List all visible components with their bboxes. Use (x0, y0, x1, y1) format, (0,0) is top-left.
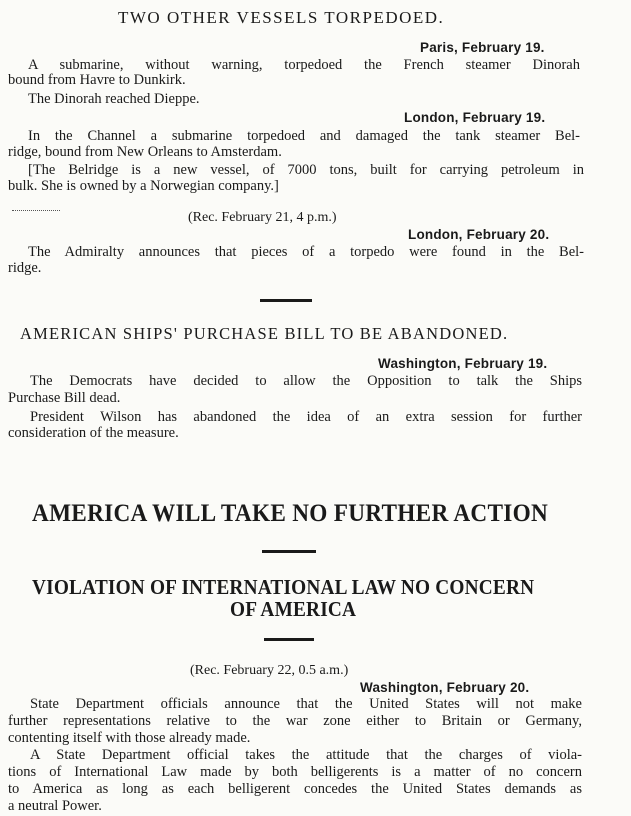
paragraph-line: to America as long as each belligerent concedes the United States demands as (8, 781, 582, 797)
paragraph-line: The Admiralty announces that pieces of a torpedo were found in the Bel- (28, 244, 584, 260)
paragraph-line: The Democrats have decided to allow the Opposition to talk the Ships (30, 373, 582, 389)
paragraph-line: further representations relative to the war zone either to Britain or Germany, (8, 713, 582, 729)
paragraph: The Dinorah reached Dieppe. (28, 91, 200, 107)
paragraph-line: ridge. (8, 260, 42, 276)
paragraph-line: a neutral Power. (8, 798, 102, 814)
paragraph-line: In the Channel a submarine torpedoed and damaged the tank steamer Bel- (28, 128, 580, 144)
headline: AMERICA WILL TAKE NO FURTHER ACTION (32, 500, 549, 527)
dateline: London, February 20. (408, 227, 550, 242)
paragraph-line: [The Belridge is a new vessel, of 7000 tons, built for carrying petroleum in (28, 162, 584, 178)
paragraph-line: consideration of the measure. (8, 425, 179, 441)
paragraph-line: Purchase Bill dead. (8, 390, 121, 406)
subheadline: VIOLATION OF INTERNATIONAL LAW NO CONCERN (32, 575, 535, 599)
dateline: Washington, February 19. (378, 356, 548, 371)
divider (12, 210, 60, 212)
section-rule (262, 550, 316, 553)
paragraph-line: ridge, bound from New Orleans to Amsterdam. (8, 144, 282, 160)
subheadline: OF AMERICA (230, 597, 357, 621)
dateline: Washington, February 20. (360, 680, 530, 695)
paragraph-line: A State Department official takes the attitude that the charges of viola- (30, 747, 582, 763)
section-rule (260, 299, 312, 302)
section-heading: AMERICAN SHIPS' PURCHASE BILL TO BE ABANDONED. (20, 324, 509, 343)
received-note: (Rec. February 21, 4 p.m.) (188, 210, 337, 225)
paragraph-line: State Department officials announce that the United States will not make (30, 696, 582, 712)
paragraph-line: tions of International Law made by both belligerents is a matter of no concern (8, 764, 582, 780)
received-note: (Rec. February 22, 0.5 a.m.) (190, 663, 349, 678)
section-heading: TWO OTHER VESSELS TORPEDOED. (118, 8, 445, 27)
paragraph-line: A submarine, without warning, torpedoed the French steamer Dinorah (28, 57, 580, 73)
dateline: Paris, February 19. (420, 40, 545, 55)
paragraph-line: bound from Havre to Dunkirk. (8, 72, 186, 88)
dateline: London, February 19. (404, 110, 546, 125)
paragraph-line: contenting itself with those already made. (8, 730, 251, 746)
section-rule (264, 638, 314, 641)
paragraph-line: bulk. She is owned by a Norwegian company.] (8, 178, 279, 194)
paragraph-line: President Wilson has abandoned the idea of an extra session for further (30, 409, 582, 425)
